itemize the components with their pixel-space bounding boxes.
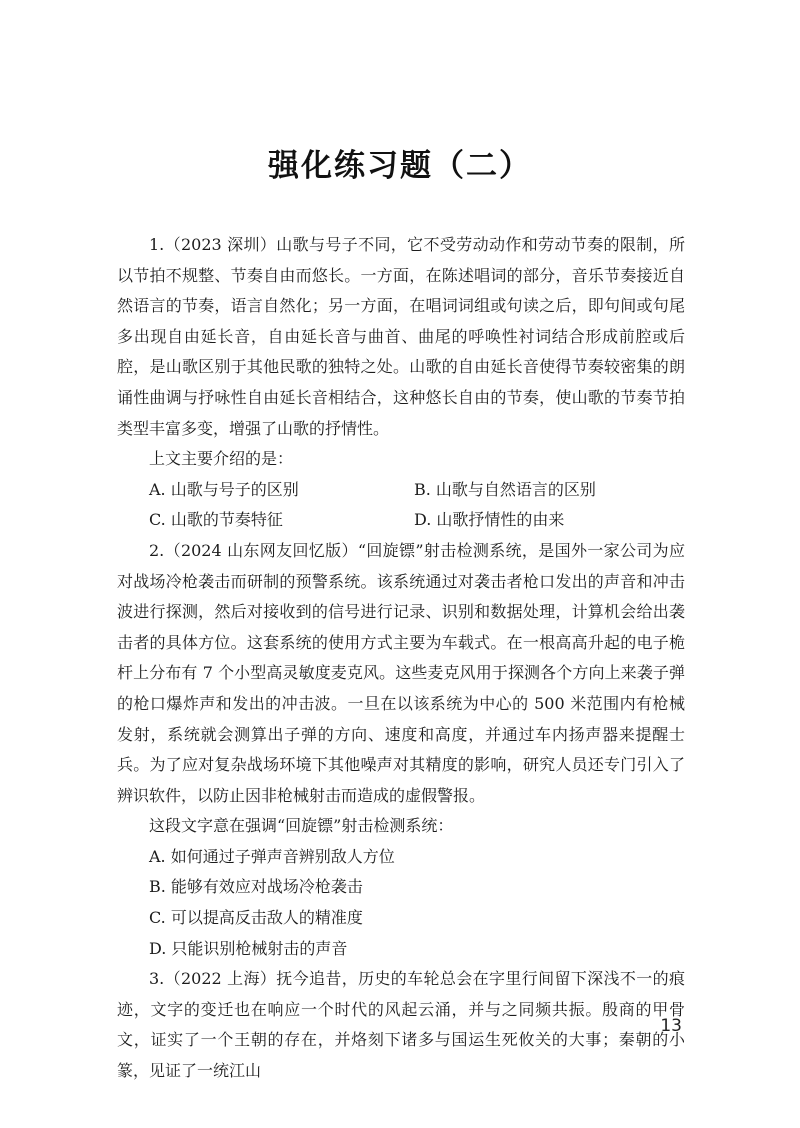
question-2-option-a: A. 如何通过子弹声音辨别敌人方位 xyxy=(149,846,395,866)
page-number: 13 xyxy=(660,1016,682,1036)
page-title: 强化练习题（二） xyxy=(268,148,532,184)
question-2-passage: 2.（2024 山东网友回忆版）“回旋镖”射击检测系统，是国外一家公司为应对战场冷枪袭击而研制的预警系统。该系统通过对袭击者枪口发出的声音和冲击波进行探测，然后对接收到的信号进行记录、识别和数据处理，计算机会给出袭击者的具体方位。这套系统的使用方式主要为车载式。在一根高高升起的电子桅杆上分布有 7 个小型高灵敏度麦克风。这些麦克风用于探测各个方向上来袭子弹的枪口爆炸声和发出的冲击波。一旦在以该系统为中心的 500 米范围内有枪械发射，系统就会测算出子弹的方向、速度和高度，并通过车内扬声器来提醒士兵。为了应对复杂战场环境下其他噪声对其精度的影响，研究人员还专门引入了辨识软件，以防止因非枪械射击而造成的虚假警报。 xyxy=(117,540,685,805)
question-1-prompt: 上文主要介绍的是： xyxy=(149,449,294,469)
question-1-option-d: D. 山歌抒情性的由来 xyxy=(414,510,565,530)
question-1 xyxy=(117,230,685,536)
page-content xyxy=(117,230,685,1087)
question-1-options xyxy=(117,475,685,536)
question-2-prompt: 这段文字意在强调“回旋镖”射击检测系统： xyxy=(149,816,454,836)
question-3-passage: 3.（2022 上海）抚今追昔，历史的车轮总会在字里行间留下深浅不一的痕迹，文字的变迁也在响应一个时代的风起云涌，并与之同频共振。殷商的甲骨文，证实了一个王朝的存在，并烙刻下诸多与国运生死攸关的大事；秦朝的小篆，见证了一统江山 xyxy=(117,969,685,1081)
question-1-option-b: B. 山歌与自然语言的区别 xyxy=(414,479,596,499)
question-1-passage: 1.（2023 深圳）山歌与号子不同，它不受劳动动作和劳动节奏的限制，所以节拍不规整、节奏自由而悠长。一方面，在陈述唱词的部分，音乐节奏接近自然语言的节奏，语言自然化；另一方面，在唱词词组或句读之后，即句间或句尾多出现自由延长音，自由延长音与曲首、曲尾的呼唤性衬词结合形成前腔或后腔，是山歌区别于其他民歌的独特之处。山歌的自由延长音使得节奏较密集的朗诵性曲调与抒咏性自由延长音相结合，这种悠长自由的节奏，使山歌的节奏节拍类型丰富多变，增强了山歌的抒情性。 xyxy=(117,235,685,438)
question-2-option-b: B. 能够有效应对战场冷枪袭击 xyxy=(149,877,363,897)
question-2-option-c: C. 可以提高反击敌人的精准度 xyxy=(149,908,363,928)
question-1-option-a: A. 山歌与号子的区别 xyxy=(149,479,299,499)
question-3 xyxy=(117,964,685,1086)
question-1-option-c: C. 山歌的节奏特征 xyxy=(149,510,283,530)
question-2-option-d: D. 只能识别枪械射击的声音 xyxy=(149,938,348,958)
question-2 xyxy=(117,536,685,964)
